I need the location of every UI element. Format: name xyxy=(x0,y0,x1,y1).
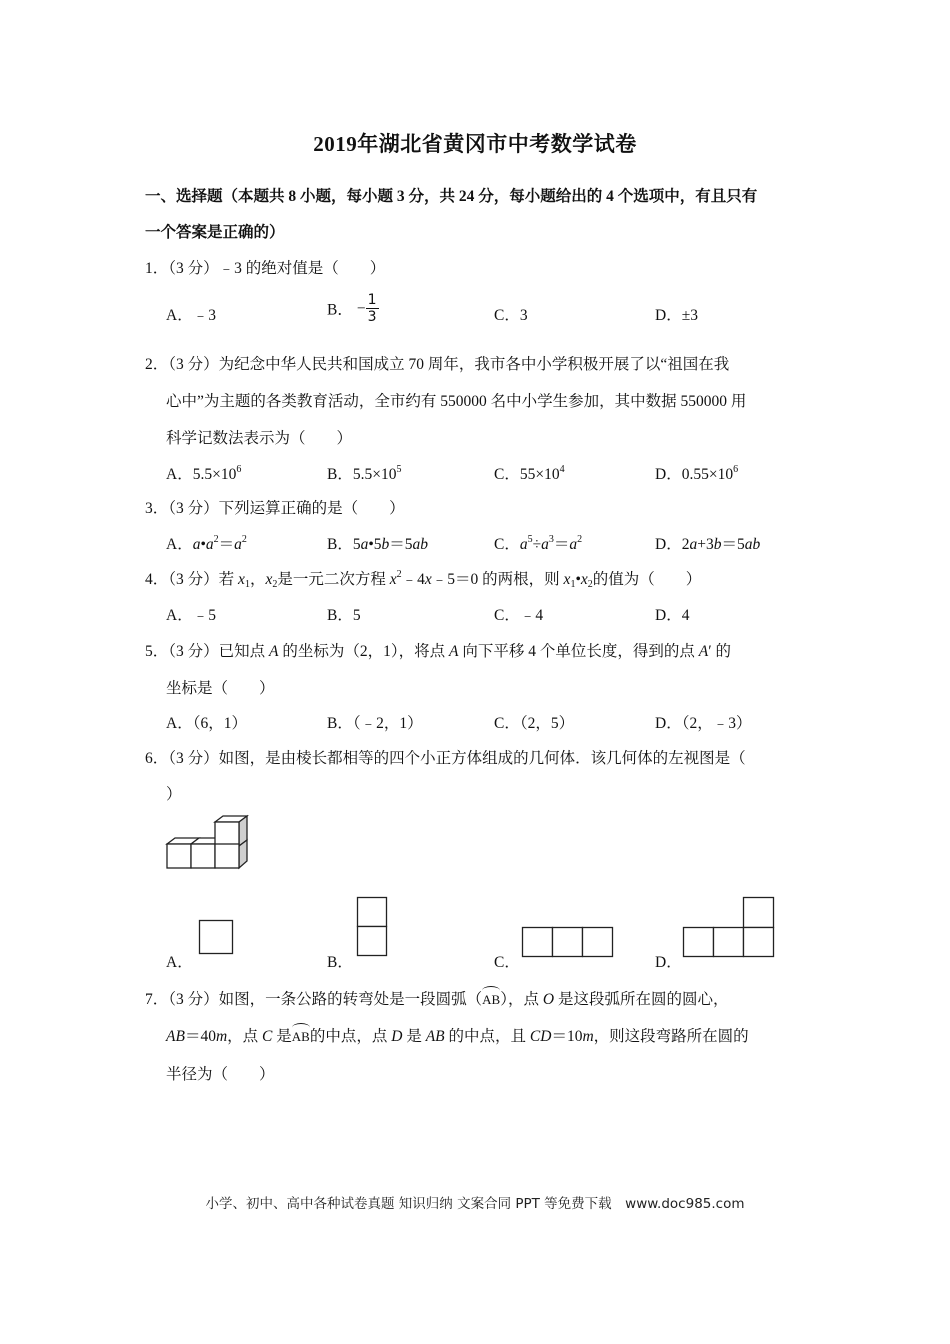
q1-option-d: D．±3 xyxy=(655,307,698,324)
question-2-line3: 科学记数法表示为（ ） xyxy=(166,430,353,447)
question-3 xyxy=(145,496,405,518)
q4-option-a: A．﹣5 xyxy=(166,607,216,624)
question-points: （3 分） xyxy=(168,260,219,277)
question-number: 2． xyxy=(145,356,169,373)
q6-option-a: A． xyxy=(166,954,193,971)
question-points: （3 分） xyxy=(168,571,219,588)
q1-option-c: C．3 xyxy=(494,307,528,324)
q6-option-a-figure xyxy=(199,920,233,954)
q5-option-c: C．（2，5） xyxy=(494,715,575,732)
arc-ab-symbol: AB xyxy=(482,988,500,1008)
section-heading-line1: 一、选择题（本题共 8 小题，每小题 3 分，共 24 分，每小题给出的 4 个选项中，有且只有 xyxy=(145,188,758,205)
q6-option-d: D． xyxy=(655,954,682,971)
q3-option-a: A．$a•a^2=a^2$ xyxy=(166,534,247,553)
q3-option-b: B．5a•5b＝5ab xyxy=(327,536,429,553)
q5-option-a: A．（6，1） xyxy=(166,715,247,732)
q2-option-c: C．$55\times 10^4$ xyxy=(494,464,565,483)
question-number: 3． xyxy=(145,500,169,517)
q3-option-d: D．2a+3b＝5ab xyxy=(655,536,761,553)
question-number: 1． xyxy=(145,260,169,277)
fraction: $\frac{1}{3}$ xyxy=(367,292,377,325)
q6-option-d-figure xyxy=(683,897,775,958)
q1-option-b: B． − $\frac{1}{3}$ xyxy=(327,292,377,325)
question-5: 5．（3 分）已知点 A 的坐标为（2，1），将点 A 向下平移 4 个单位长度，得到的点 A′ 的 xyxy=(145,643,732,660)
question-text: ﹣3 的绝对值是（ ） xyxy=(218,260,386,277)
question-2 xyxy=(145,352,729,374)
question-2-line2: 心中”为主题的各类教育活动，全市约有 550000 名中小学生参加，其中数据 550000 用 xyxy=(166,393,747,410)
exam-title: 2019年湖北省黄冈市中考数学试卷 xyxy=(313,132,637,156)
question-1 xyxy=(145,256,385,278)
question-points: （3 分） xyxy=(168,643,219,660)
question-7-line2: AB＝40m，点 C 是AB的中点，点 D 是 AB 的中点，且 CD＝10m，则这段弯路所在圆的 xyxy=(166,1024,749,1046)
section-heading-line2: 一个答案是正确的） xyxy=(145,224,285,241)
q3-option-c: C．$a^5\div a^3=a^2$ xyxy=(494,534,583,553)
question-number: 7． xyxy=(145,991,169,1008)
question-7-line3: 半径为（ ） xyxy=(166,1066,275,1083)
question-points: （3 分） xyxy=(168,500,219,517)
q6-option-b: B． xyxy=(327,954,353,971)
question-4: 4．（3 分）若 $x_1$，$x_2$是一元二次方程 $x^2﹣4x﹣5=0$ 的两根，则 $x_1•x_2$的值为（ ） xyxy=(145,569,702,590)
question-6 xyxy=(145,746,746,768)
question-text: 如图，是由棱长都相等的四个小正方体组成的几何体．该几何体的左视图是（ xyxy=(218,750,746,767)
footer-download-banner: 小学、初中、高中各种试卷真题 知识归纳 文案合同 PPT 等免费下载 www.doc985.com xyxy=(205,1196,745,1212)
q5-option-b: B．（﹣2，1） xyxy=(327,715,423,732)
q6-option-c-figure xyxy=(522,927,614,958)
geometric-solid-figure xyxy=(166,814,248,872)
question-number: 5． xyxy=(145,643,169,660)
question-7: 7．（3 分）如图，一条公路的转弯处是一段圆弧（AB），点 O 是这段弧所在圆的圆心， xyxy=(145,987,728,1009)
q2-option-d: D．$0.55\times 10^6$ xyxy=(655,464,739,483)
question-5-line2: 坐标是（ ） xyxy=(166,680,275,697)
question-points: （3 分） xyxy=(168,750,219,767)
q2-option-b: B．$5.5\times 10^5$ xyxy=(327,464,402,483)
q2-option-a: A．$5.5\times 10^6$ xyxy=(166,464,242,483)
question-number: 4． xyxy=(145,571,169,588)
q1-option-a: A．﹣3 xyxy=(166,307,216,324)
q4-option-d: D．4 xyxy=(655,607,690,624)
q5-option-d: D．（2，﹣3） xyxy=(655,715,752,732)
question-points: （3 分） xyxy=(168,991,219,1008)
question-6-line2: ） xyxy=(166,786,182,803)
arc-ab-symbol: AB xyxy=(292,1025,310,1045)
question-text: 下列运算正确的是（ ） xyxy=(218,500,405,517)
q6-option-b-figure xyxy=(357,897,387,957)
question-number: 6． xyxy=(145,750,169,767)
q4-option-c: C．﹣4 xyxy=(494,607,544,624)
question-points: （3 分） xyxy=(168,356,219,373)
q4-option-b: B．5 xyxy=(327,607,361,624)
question-text: 为纪念中华人民共和国成立 70 周年，我市各中小学积极开展了以“祖国在我 xyxy=(218,356,730,373)
q6-option-c: C． xyxy=(494,954,520,971)
